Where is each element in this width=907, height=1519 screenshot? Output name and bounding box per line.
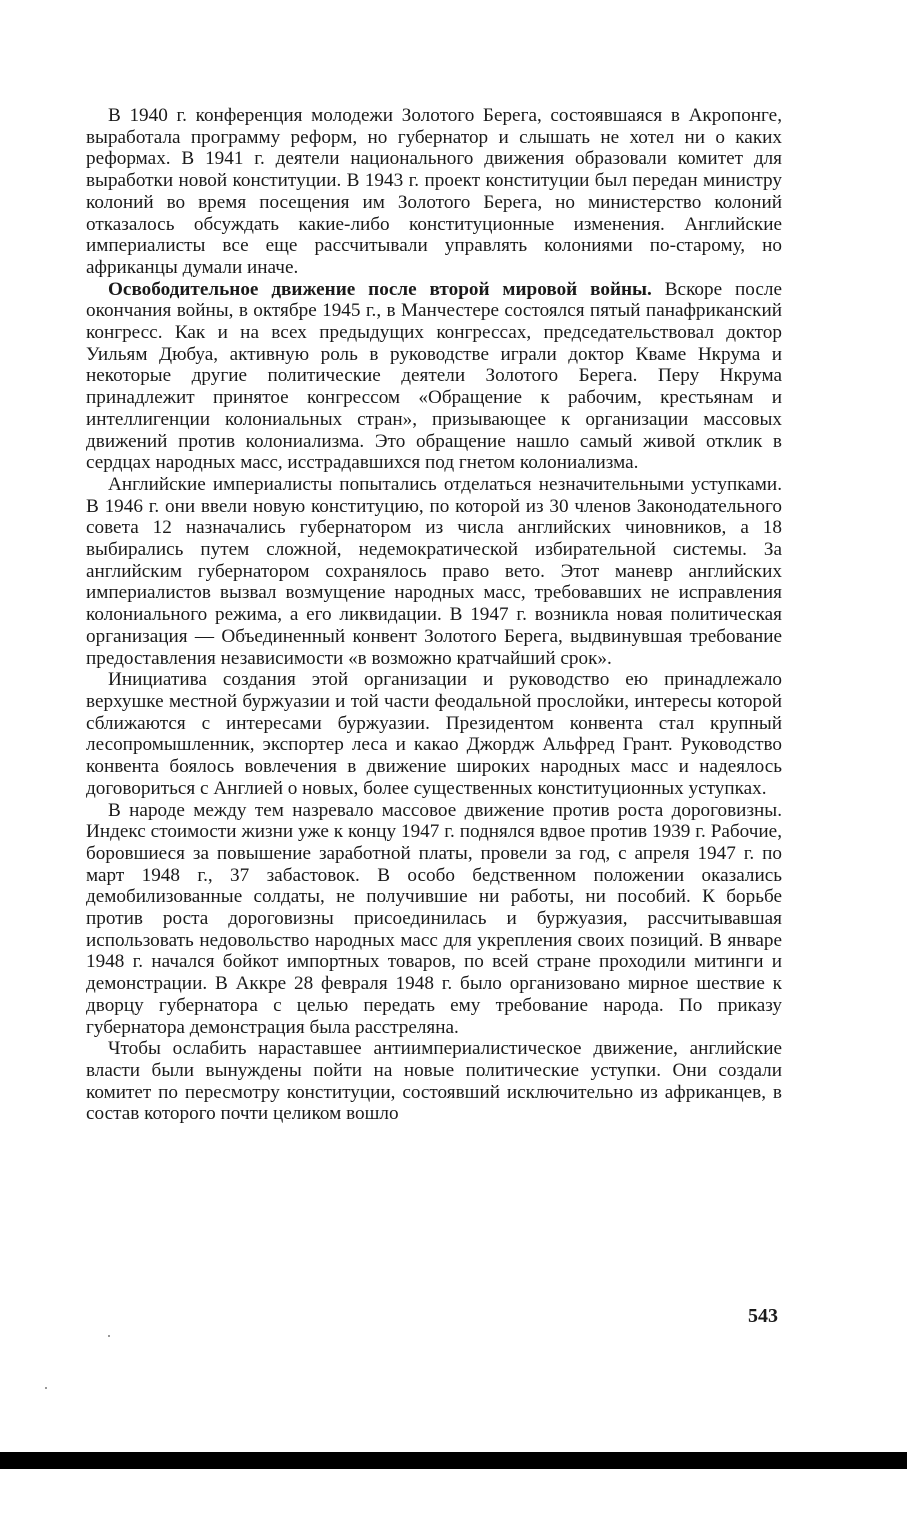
- paragraph-3: Английские империалисты попытались отделаться незначительными уступками. В 1946 г. они ввели новую конституцию, по которой из 30 членов Законодательного совета 12 назначались губернатором из числа английских чиновников, а 18 выбирались путем сложной, недемократической избирательной системы. За английским губернатором сохранялось право вето. Этот маневр английских империалистов вызвал возмущение народных масс, требовавших не исправления колониального режима, а его ликвидации. В 1947 г. возникла новая политическая организация — Объединенный конвент Золотого Берега, выдвинувшая требование предоставления независимости «в возможно кратчайший срок».: [86, 473, 782, 669]
- scan-speck: [108, 1335, 110, 1337]
- paragraph-5: В народе между тем назревало массовое движение против роста дороговизны. Индекс стоимости жизни уже к концу 1947 г. поднялся вдвое против 1939 г. Рабочие, боровшиеся за повышение заработной платы, провели за год, с апреля 1947 г. по март 1948 г., 37 забастовок. В особо бедственном положении оказались демобилизованные солдаты, не получившие ни работы, ни пособий. К борьбе против роста дороговизны присоединилась и буржуазия, рассчитывавшая использовать недовольство народных масс для укрепления своих позиций. В январе 1948 г. начался бойкот импортных товаров, по всей стране проходили митинги и демонстрации. В Аккре 28 февраля 1948 г. было организовано мирное шествие к дворцу губернатора с целью передать ему требование народа. По приказу губернатора демонстрация была расстреляна.: [86, 799, 782, 1038]
- page-number: 543: [748, 1305, 778, 1327]
- paragraph-1: В 1940 г. конференция молодежи Золотого Берега, состоявшаяся в Акропонге, выработала программу реформ, но губернатор и слышать не хотел ни о каких реформах. В 1941 г. деятели национального движения образовали комитет для выработки новой конституции. В 1943 г. проект конституции был передан министру колоний во время посещения им Золотого Берега, но министерство колоний отказалось обсуждать какие-либо конституционные изменения. Английские империалисты все еще рассчитывали управлять колониями по-старому, но африканцы думали иначе.: [86, 105, 782, 278]
- scan-speck: [45, 1387, 47, 1389]
- paragraph-6: Чтобы ослабить нараставшее антиимпериалистическое движение, английские власти были вынуждены пойти на новые политические уступки. Они создали комитет по пересмотру конституции, состоявший исключительно из африканцев, в состав которого почти целиком вошло: [86, 1038, 782, 1125]
- paragraph-2-text: Вскоре после окончания войны, в октябре 1945 г., в Манчестере состоялся пятый панафриканский конгресс. Как и на всех предыдущих конгрессах, председательствовал доктор Уильям Дюбуа, активную роль в руководстве играли доктор Кваме Нкрума и некоторые другие политические деятели Золотого Берега. Перу Нкрума принадлежит принятое конгрессом «Обращение к рабочим, крестьянам и интеллигенции колониальных стран», призывающее к организации массовых движений против колониализма. Это обращение нашло самый живой отклик в сердцах народных масс, исстрадавшихся под гнетом колониализма.: [86, 278, 782, 474]
- book-page-body: [86, 105, 782, 1125]
- scan-border-bar: [0, 1452, 907, 1469]
- paragraph-4: Инициатива создания этой организации и руководство ею принадлежало верхушке местной буржуазии и той части феодальной прослойки, интересы которой сближаются с интересами буржуазии. Президентом конвента стал крупный лесопромышленник, экспортер леса и какао Джордж Альфред Грант. Руководство конвента боялось вовлечения в движение широких народных масс и надеялось договориться с Англией о новых, более существенных конституционных уступках.: [86, 669, 782, 799]
- paragraph-2: [86, 279, 782, 474]
- section-heading: Освободительное движение после второй мировой войны.: [108, 278, 652, 300]
